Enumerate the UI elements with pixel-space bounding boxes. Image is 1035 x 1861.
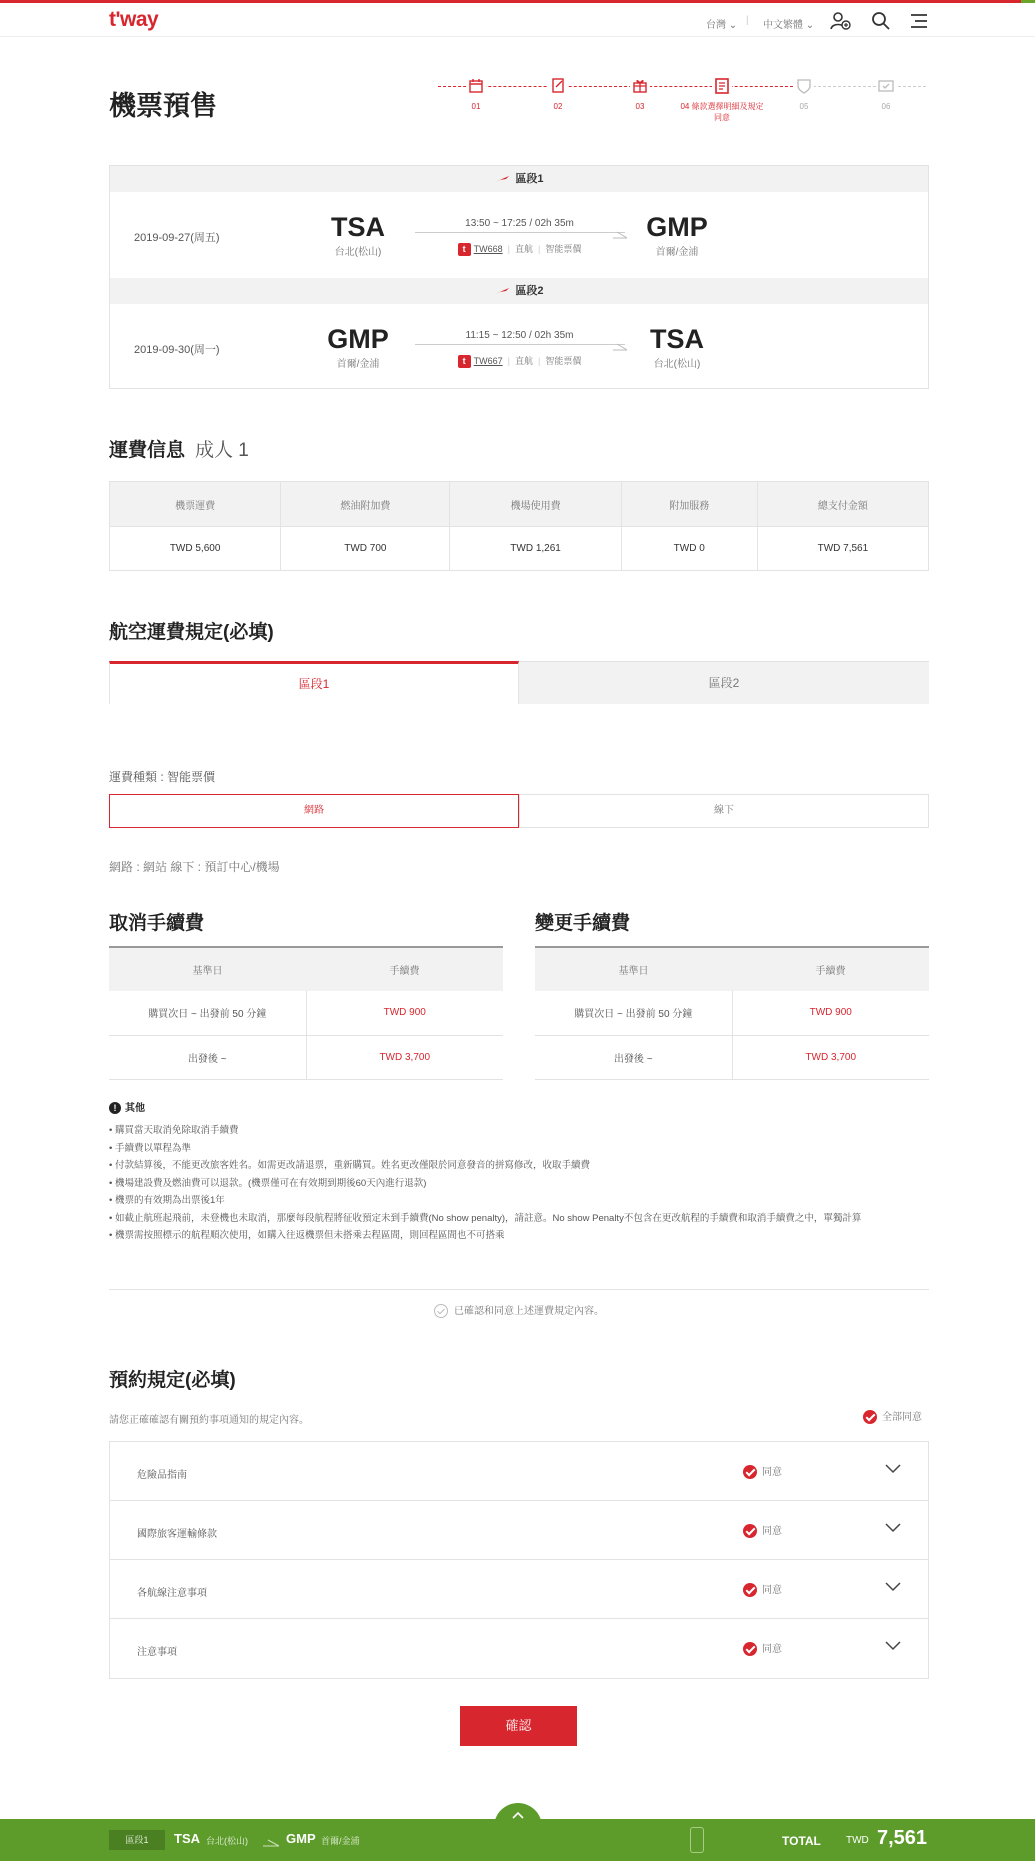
segment-row [110, 304, 928, 390]
chevron-down-icon[interactable] [885, 1638, 901, 1656]
list-item: • 機場建設費及燃油費可以退款。(機票僅可在有效期到期後60天內進行退款) [109, 1177, 427, 1189]
step-05: 05 [774, 76, 834, 112]
checkbox-icon[interactable] [434, 1304, 448, 1318]
segment-header: 區段1 [110, 166, 928, 192]
check-circle-icon[interactable] [743, 1524, 757, 1538]
region-select[interactable]: 台灣 ⌄ [706, 20, 738, 31]
flight-details: 13:50 ~ 17:25 / 02h 35m t TW668 | 直航 | 智能票價 [412, 218, 627, 256]
cancel-fee-title: 取消手續費 [109, 913, 205, 934]
fare-info-title: 運費信息 成人 1 [109, 440, 249, 461]
list-item: • 手續費以單程為準 [109, 1142, 191, 1154]
agree-checkbox[interactable]: 同意 [743, 1640, 782, 1656]
list-item[interactable]: 國際旅客運輸條款 同意 [110, 1501, 928, 1560]
flight-route-line [415, 232, 625, 233]
check-circle-icon[interactable] [743, 1642, 757, 1656]
twway-logo[interactable]: t'way [109, 8, 159, 31]
step-06: 06 [856, 76, 916, 112]
ticket-icon [876, 76, 896, 96]
change-fee-block [535, 908, 929, 1080]
step-02: 02 [528, 76, 588, 112]
booking-rules-list [109, 1441, 929, 1679]
chevron-up-icon [512, 1811, 524, 1819]
booking-rules-title: 預約規定(必填) [109, 1370, 236, 1391]
menu-icon[interactable] [909, 11, 929, 31]
check-circle-icon[interactable] [743, 1465, 757, 1479]
calendar-icon [466, 76, 486, 96]
check-circle-icon[interactable] [743, 1583, 757, 1597]
notes-list [109, 1122, 929, 1245]
tway-badge-icon: t [458, 243, 471, 256]
plane-icon [613, 226, 627, 244]
plane-icon [494, 174, 510, 184]
list-item: • 機票的有效期為出票後1年 [109, 1195, 225, 1206]
table-row: TWD 5,600 TWD 700 TWD 1,261 TWD 0 TWD 7,561 [110, 527, 929, 571]
summary-segment-badge: 區段1 [109, 1830, 165, 1850]
fare-rules-title: 航空運費規定(必填) [109, 622, 274, 643]
check-circle-icon[interactable] [863, 1410, 877, 1424]
tab-segment-1[interactable]: 區段1 [109, 661, 519, 704]
header-divider: | [746, 15, 749, 26]
list-item: • 購買當天取消免除取消手續費 [109, 1125, 239, 1136]
flight-summary [109, 165, 929, 389]
arrival-airport: GMP 首爾/金浦 [646, 212, 708, 258]
table-row: 購買次日 ~ 出發前 50 分鐘 TWD 900 [535, 991, 929, 1035]
flight-route-line [415, 344, 625, 345]
passenger-count: 成人 1 [195, 440, 249, 461]
confirm-button[interactable]: 確認 [460, 1706, 577, 1746]
change-fee-table: 基準日 手續費 購買次日 ~ 出發前 50 分鐘 TWD 900 出發後 ~ TWD 3,700 [535, 946, 929, 1080]
list-item: • 機票需按照標示的航程順次使用，如購入往返機票但未搭乘去程區間，則回程區間也不可搭乘 [109, 1230, 505, 1241]
page-title: 機票預售 [109, 91, 217, 121]
step-03: 03 [610, 76, 670, 112]
agree-checkbox[interactable]: 同意 [743, 1463, 782, 1479]
search-icon[interactable] [871, 11, 891, 31]
segment-header: 區段2 [110, 278, 928, 304]
chevron-down-icon[interactable] [885, 1461, 901, 1479]
agree-all-checkbox[interactable]: 全部同意 [863, 1408, 922, 1424]
booking-rules-desc: 請您正確確認有關預約事項通知的規定內容。 [109, 1415, 309, 1426]
fare-rules-confirm-checkbox[interactable]: 已確認和同意上述運費規定內容。 [109, 1289, 929, 1334]
plane-icon [613, 338, 627, 356]
list-item: • 付款結算後，不能更改旅客姓名。如需更改請退票，重新購買。姓名更改僅限於同意發音的拼寫修改，收取手續費 [109, 1160, 590, 1171]
list-item[interactable]: 危險品指南 同意 [110, 1442, 928, 1501]
tab-online[interactable]: 網路 [109, 794, 519, 828]
change-fee-title: 變更手續費 [535, 913, 631, 934]
info-icon: ! [109, 1102, 121, 1114]
chevron-down-icon[interactable] [885, 1579, 901, 1597]
segment-row [110, 192, 928, 278]
tway-badge-icon: t [458, 355, 471, 368]
member-icon[interactable] [830, 11, 852, 31]
checklist-icon [712, 76, 732, 96]
site-header [0, 3, 1035, 37]
shield-icon [794, 76, 814, 96]
summary-arr-city: 首爾/金浦 [321, 1836, 360, 1846]
flight-number-link[interactable]: TW667 [473, 356, 503, 366]
total-currency: TWD [846, 1835, 869, 1846]
price-summary-bar [0, 1819, 1035, 1861]
fare-table [109, 481, 929, 571]
plane-icon [494, 286, 510, 296]
list-item[interactable]: 注意事項 同意 [110, 1619, 928, 1678]
cancel-fee-block [109, 908, 503, 1080]
cancel-fee-table: 基準日 手續費 購買次日 ~ 出發前 50 分鐘 TWD 900 出發後 ~ TWD 3,700 [109, 946, 503, 1080]
plane-icon [263, 1834, 279, 1852]
arrival-airport: TSA 台北(松山) [650, 324, 704, 370]
list-item[interactable]: 各航線注意事項 同意 [110, 1560, 928, 1619]
booking-steps [436, 72, 926, 132]
total-amount: 7,561 [877, 1827, 928, 1849]
summary-dep-city: 台北(松山) [206, 1836, 248, 1846]
table-row: 出發後 ~ TWD 3,700 [109, 1035, 503, 1079]
tab-offline[interactable]: 線下 [519, 794, 929, 828]
flight-number-link[interactable]: TW668 [473, 244, 503, 254]
step-01: 01 [446, 76, 506, 112]
list-item: • 如截止航班起飛前，未登機也未取消，那麼每段航程將征收預定未到手續費(No show penalty)，請註意。No show Penalty不包含在更改航程的手續費和取消手續費之中，單獨計算 [109, 1212, 862, 1224]
fare-table-header: 機票運費 燃油附加費 機場使用費 附加服務 總支付金額 [110, 482, 929, 527]
flight-date: 2019-09-27(周五) [134, 232, 220, 244]
flight-date: 2019-09-30(周一) [134, 344, 220, 356]
document-edit-icon [548, 76, 568, 96]
channel-tabs [109, 794, 929, 828]
agree-checkbox[interactable]: 同意 [743, 1522, 782, 1538]
fare-type: 運費種類 : 智能票價 [109, 770, 216, 784]
table-row: 購買次日 ~ 出發前 50 分鐘 TWD 900 [109, 991, 503, 1035]
agree-checkbox[interactable]: 同意 [743, 1581, 782, 1597]
summary-arr-code: GMP [286, 1831, 316, 1846]
total-label: TOTAL [782, 1834, 821, 1848]
basket-icon[interactable] [690, 1827, 704, 1853]
flight-details: 11:15 ~ 12:50 / 02h 35m t TW667 | 直航 | 智能票價 [412, 330, 627, 368]
step-04-current: 04 條款選擇明細及規定同意 [677, 76, 767, 123]
channel-note: 網路 : 網站 線下 : 預訂中心/機場 [109, 860, 280, 874]
segment-tabs [109, 661, 929, 704]
table-row: 出發後 ~ TWD 3,700 [535, 1035, 929, 1079]
departure-airport: TSA 台北(松山) [331, 212, 385, 258]
tab-segment-2[interactable]: 區段2 [519, 661, 929, 704]
summary-dep-code: TSA [174, 1831, 200, 1846]
other-notes: ! 其他 • 購買當天取消免除取消手續費 • 手續費以單程為準 • 付款結算後，不能更改旅客姓名。如需更改請退票，重新購買。姓名更改僅限於同意發音的拼寫修改，收取手續費 • 機場建設費及燃油費可以退款。(機票僅可在有效期到期後60天內進行退款) • 機票的有效期為出票後1年 • 如截止航班起飛前，未登機也未取消，那麼每段航程將征收預定未到手續費(No show penalty)，請註意。No show Penalty不包含在更改航程的手續費和取消手續費之中，單獨計算 • 機票需按照標示的航程順次使用，如購入往返機票但未搭乘去程區間，則回程區間也不可搭乘 [109, 1099, 929, 1245]
gift-icon [630, 76, 650, 96]
chevron-down-icon[interactable] [885, 1520, 901, 1538]
departure-airport: GMP 首爾/金浦 [327, 324, 389, 370]
language-select[interactable]: 中文繁體 ⌄ [763, 20, 815, 31]
